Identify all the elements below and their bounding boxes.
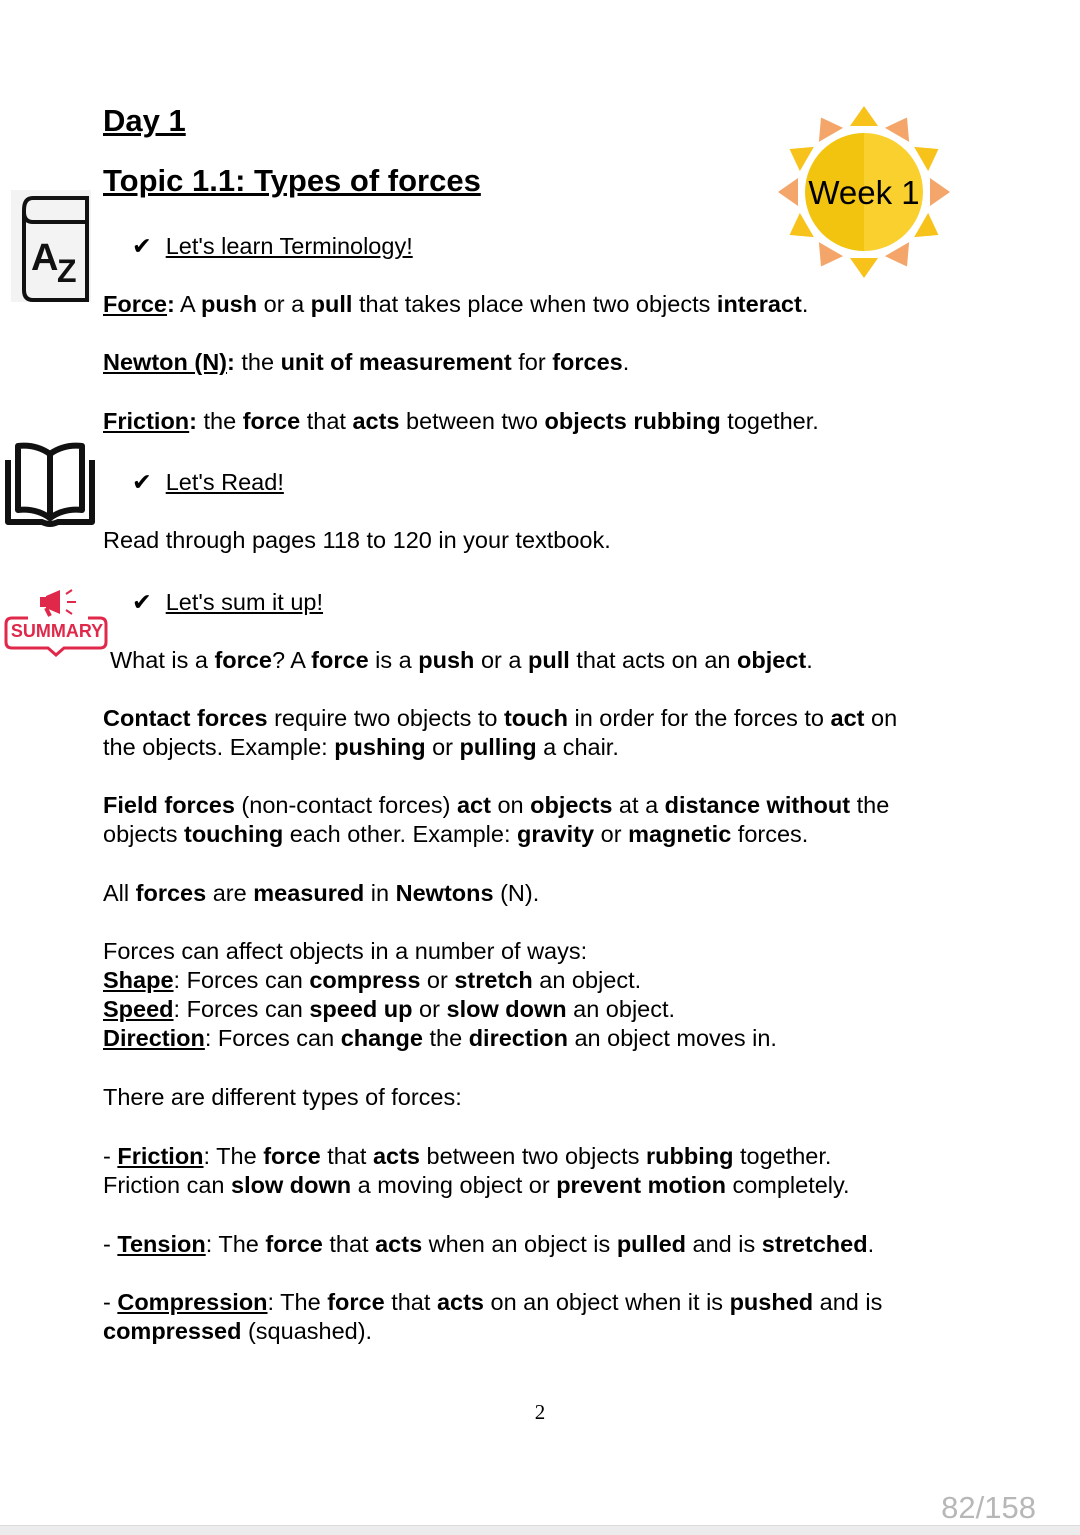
summary-contact-forces: Contact forces require two objects to touch in order for the forces to act on the objects. Example: pushing or pulling a chair. [103, 705, 898, 760]
svg-text:Z: Z [57, 253, 77, 289]
types-intro: There are different types of forces: [103, 1084, 462, 1110]
summary-ways [103, 937, 777, 1053]
summary-field-forces: Field forces (non-contact forces) act on objects at a distance without the objects touching each other. Example: gravity or magnetic forces. [103, 792, 890, 847]
week-badge [778, 106, 950, 278]
term-friction: Friction [103, 408, 190, 434]
type-compression: - Compression: The force that acts on an object when it is pushed and is compressed (squashed). [103, 1289, 883, 1344]
summary-what-is-force: What is a force? A force is a push or a pull that acts on an object. [110, 647, 813, 673]
term-newton: Newton (N) [103, 349, 228, 375]
term-force: Force [103, 291, 167, 317]
definition-force: Force: A push or a pull that takes place when two objects interact. [103, 291, 809, 317]
terminology-label: Let's learn Terminology! [165, 233, 413, 259]
sum-up-label: Let's sum it up! [165, 589, 324, 615]
type-tension: - Tension: The force that acts when an object is pulled and is stretched. [103, 1231, 875, 1257]
read-instruction: Read through pages 118 to 120 in your textbook. [103, 527, 611, 553]
page-counter: 82/158 [941, 1490, 1036, 1525]
checkmark-icon: ✔ [132, 469, 152, 495]
page-number: 2 [534, 1400, 546, 1424]
checklist-read [132, 468, 284, 496]
svg-text:A: A [31, 237, 59, 279]
checklist-terminology [132, 232, 413, 260]
read-label: Let's Read! [165, 469, 284, 495]
definition-friction: Friction: the force that acts between two objects rubbing together. [103, 408, 819, 434]
open-book-icon [4, 440, 96, 528]
dictionary-az-icon [11, 190, 91, 302]
type-friction: - Friction: The force that acts between two objects rubbing together. Friction can slow down a moving object or prevent motion completely. [103, 1143, 850, 1198]
checkmark-icon: ✔ [132, 233, 152, 259]
week-label: Week 1 [808, 174, 920, 211]
way-shape: Shape: Forces can compress or stretch an object. [103, 967, 642, 993]
definition-newton: Newton (N): the unit of measurement for forces. [103, 349, 630, 375]
summary-icon-label: SUMMARY [10, 621, 104, 641]
day-heading: Day 1 [103, 103, 186, 138]
way-speed: Speed: Forces can speed up or slow down an object. [103, 996, 676, 1022]
checkmark-icon: ✔ [132, 589, 152, 615]
way-direction: Direction: Forces can change the direction an object moves in. [103, 1025, 777, 1051]
ways-intro: Forces can affect objects in a number of ways: [103, 938, 588, 964]
summary-measured: All forces are measured in Newtons (N). [103, 880, 540, 906]
topic-heading: Topic 1.1: Types of forces [103, 163, 481, 198]
summary-megaphone-icon [4, 584, 110, 658]
checklist-sum-up [132, 588, 323, 616]
